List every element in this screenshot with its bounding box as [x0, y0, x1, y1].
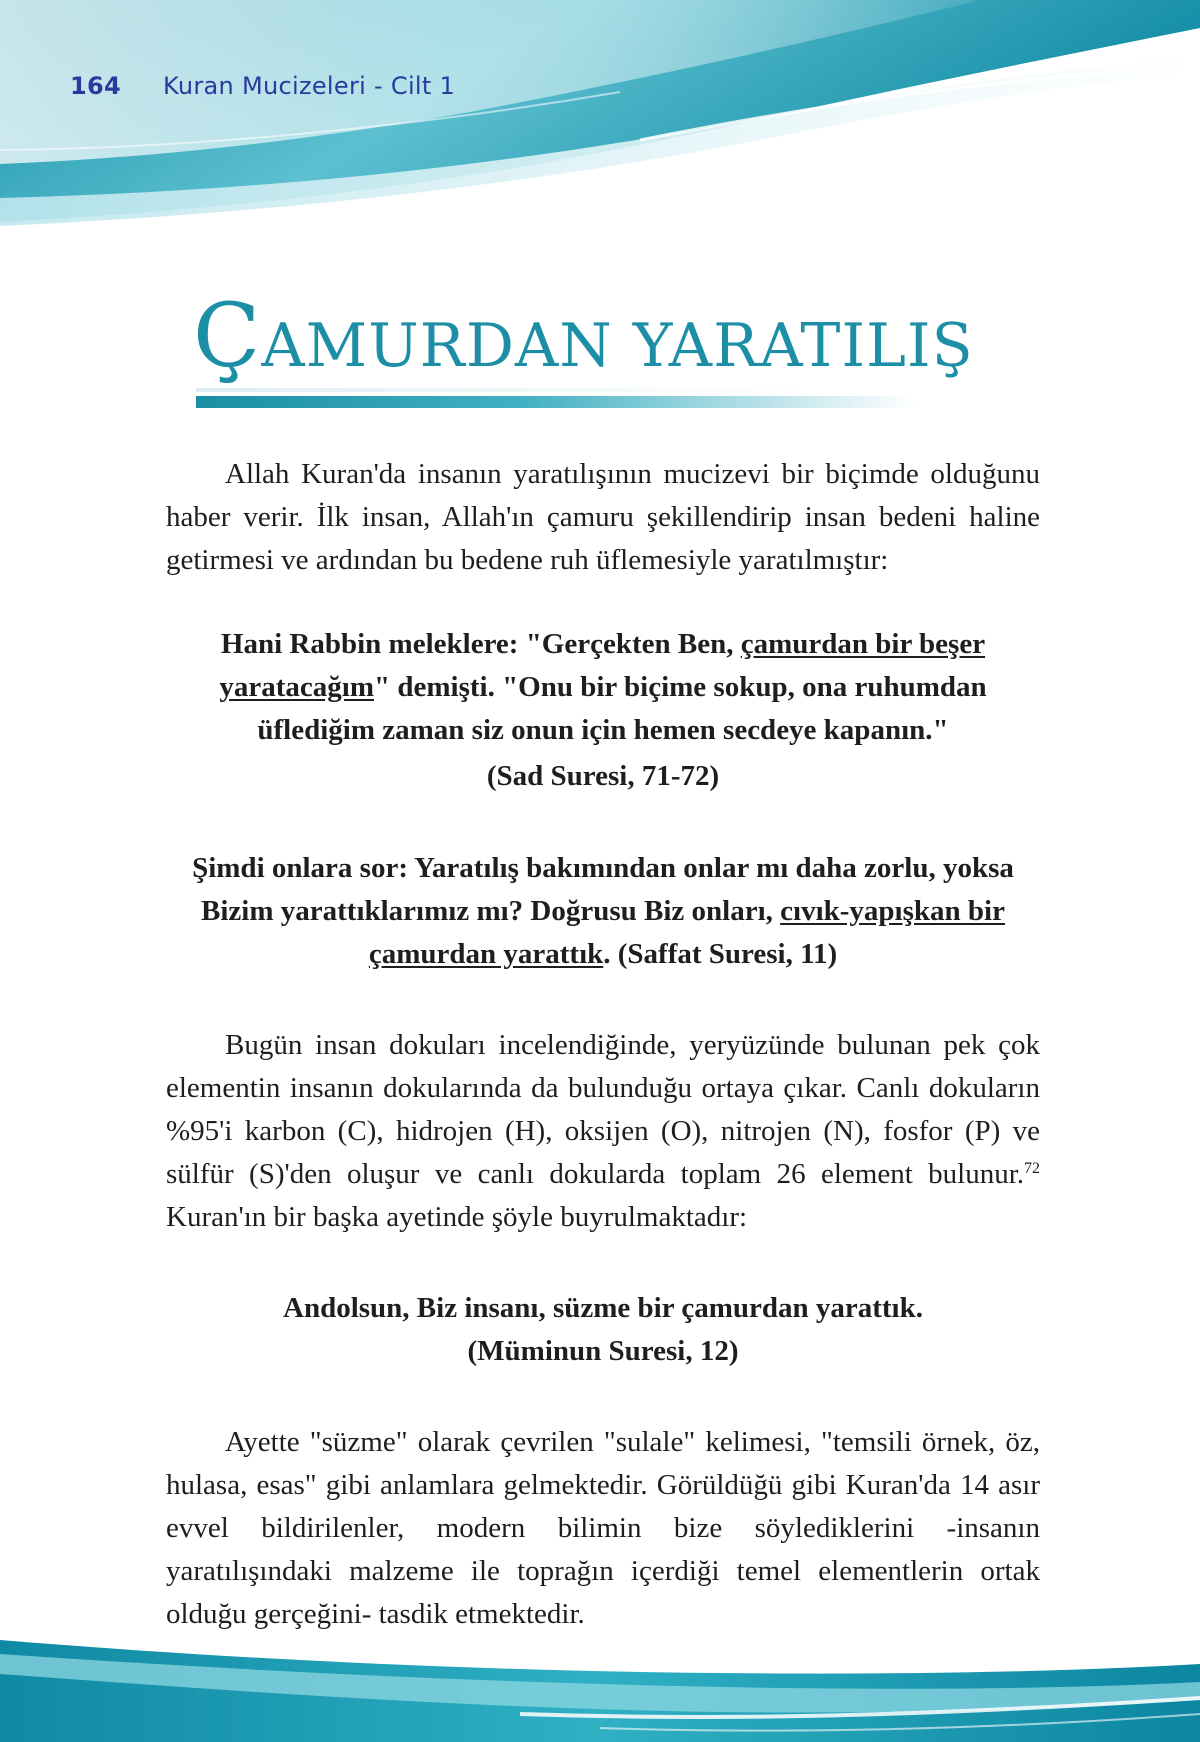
header-wave-decoration [0, 0, 1200, 240]
chapter-title-rest: AMURDAN YARATILIŞ [261, 311, 974, 381]
intro-paragraph: Allah Kuran'da insanın yaratılışının mucizevi bir biçimde olduğunu haber verir. İlk insan, Allah'ın çamuru şekillendirip insan bedeni haline getirmesi ve ardından bu bedene ruh üflemesiyle yaratılmıştır: [166, 458, 1040, 576]
verse-underlined-phrase: cıvık-yapışkan bir çamurdan yarattık [368, 895, 1005, 970]
article-body [166, 453, 1040, 1636]
verse-saffat: Şimdi onlara sor: Yaratılış bakımından onlar mı daha zorlu, yoksa Bizim yarattıklarımız mı? Doğrusu Biz onları, cıvık-yapışkan bir çamurdan yarattık. (Saffat Suresi, 11) [192, 852, 1014, 970]
footnote-marker: 72 [1024, 1160, 1040, 1177]
body-paragraph: Bugün insan dokuları incelendiğinde, yeryüzünde bulunan pek çok elementin insanın dokularında da bulunduğu ortaya çıkar. Canlı dokuların %95'i karbon (C), hidrojen (H), oksijen (O), nitrojen (N), fosfor (P) ve sülfür (S)'den oluşur ve canlı dokularda toplam 26 element bulunur.$^{72}$ Kuran'ın bir başka ayetinde şöyle buyrulmaktadır: [166, 1029, 1040, 1233]
verse-reference: (Sad Suresi, 71-72) [486, 760, 720, 792]
chapter-title-initial: Ç [193, 284, 262, 387]
verse-muminun: Andolsun, Biz insanı, süzme bir çamurdan yarattık. (Müminun Suresi, 12) [283, 1292, 923, 1367]
body-paragraph: Ayette "süzme" olarak çevrilen "sulale" kelimesi, "temsili örnek, öz, hulasa, esas" gibi anlamlara gelmektedir. Görüldüğü gibi Kuran'da 14 asır evvel bildirilenler, modern bilimin bize söylediklerini -insanın yaratılışındaki malzeme ile toprağın içerdiği temel elementlerin ortak olduğu gerçeğini- tasdik etmektedir. [166, 1426, 1040, 1630]
verse-sad: Hani Rabbin meleklere: "Gerçekten Ben, çamurdan bir beşer yaratacağım" demişti. "Onu bir biçime sokup, ona ruhumdan üflediğim zaman siz onun için hemen secdeye kapanın." [219, 628, 987, 746]
verse-reference: (Müminun Suresi, 12) [467, 1335, 739, 1367]
verse-underlined-phrase: çamurdan bir beşer yaratacağım [219, 628, 986, 703]
chapter-title [193, 284, 974, 387]
page-number: 164 [70, 72, 121, 100]
chapter-title-underline [196, 396, 916, 408]
running-header [70, 72, 455, 100]
book-title: Kuran Mucizeleri - Cilt 1 [163, 72, 456, 100]
